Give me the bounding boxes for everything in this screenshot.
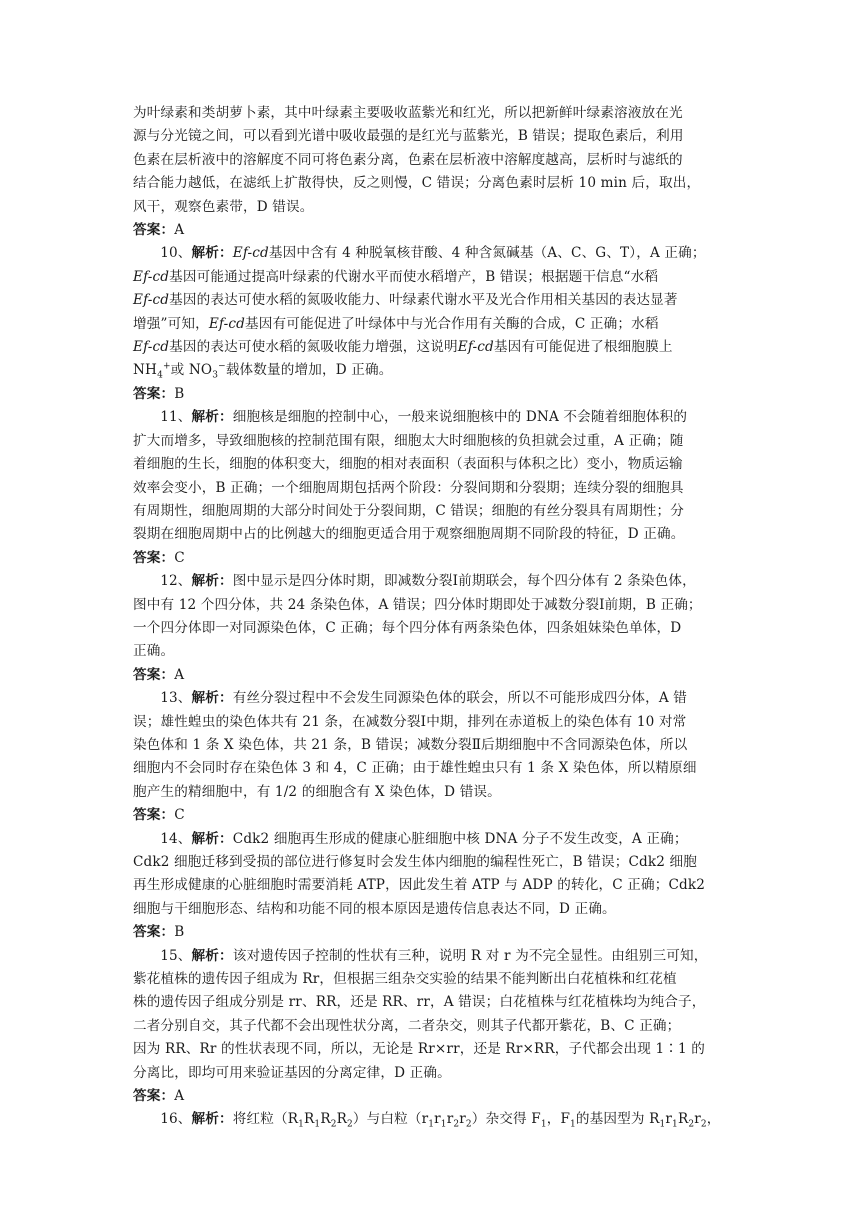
explanation-label: 解析： <box>191 573 233 590</box>
text-span: 基因有可能促进了叶绿体中与光合作用有关酶的合成，C 正确；水稻 <box>244 315 659 332</box>
text-line: 分离比，即均可用来验证基因的分离定律，D 正确。 <box>133 1064 451 1081</box>
text-span: 增强”可知， <box>133 315 209 332</box>
answer-label: 答案： <box>133 807 175 824</box>
answer-value: C <box>174 549 185 566</box>
text-line: 图中显示是四分体时期，即减数分裂Ⅰ前期联会，每个四分体有 2 条染色体， <box>232 573 696 590</box>
question-number: 14、 <box>160 830 192 847</box>
text-line: 胞产生的精细胞中，有 1/2 的细胞含有 X 染色体，D 错误。 <box>133 783 501 800</box>
text-line: 细胞内不会同时存在染色体 3 和 4，C 正确；由于雄性蝗虫只有 1 条 X 染色体，所以精原细 <box>133 760 697 777</box>
answer-q14 <box>133 921 738 944</box>
answer-label: 答案： <box>133 666 175 683</box>
text-line: 误；雄性蝗虫的染色体共有 21 条，在减数分裂Ⅰ中期，排列在赤道板上的染色体有 10 对常 <box>133 713 687 730</box>
answer-explanations <box>133 102 738 1132</box>
explanation-q14 <box>133 828 738 922</box>
text-line: 染色体和 1 条 X 染色体，共 21 条，B 错误；减数分裂Ⅱ后期细胞中不含同源染色体，所以 <box>133 736 688 753</box>
answer-q13 <box>133 804 738 827</box>
answer-q11 <box>133 547 738 570</box>
question-number: 11、 <box>160 409 192 426</box>
text-line: 有丝分裂过程中不会发生同源染色体的联会，所以不可能形成四分体，A 错 <box>232 690 688 707</box>
text-span: 基因有可能促进了根细胞膜上 <box>493 339 673 356</box>
gene-name: Ef-cd <box>457 339 494 356</box>
text-line: 细胞核是细胞的控制中心，一般来说细胞核中的 DNA 不会随着细胞体积的 <box>232 409 688 426</box>
gene-name: Ef-cd <box>133 339 170 356</box>
gene-name: Ef-cd <box>208 315 245 332</box>
question-number: 10、 <box>160 245 192 262</box>
text-span: 基因的表达可使水稻的氮吸收能力、叶绿素代谢水平及光合作用相关基因的表达显著 <box>169 292 678 309</box>
text-span: 基因可能通过提高叶绿素的代谢水平而使水稻增产，B 错误；根据题干信息“水稻 <box>169 268 659 285</box>
explanation-label: 解析： <box>191 830 233 847</box>
answer-q15 <box>133 1085 738 1108</box>
explanation-label: 解析： <box>191 245 233 262</box>
text-line: 因为 RR、Rr 的性状表现不同，所以，无论是 Rr×rr，还是 Rr×RR，子代都会出现 1∶1 的 <box>133 1041 706 1058</box>
explanation-q15 <box>133 945 738 1085</box>
answer-value: A <box>174 222 185 239</box>
answer-label: 答案： <box>133 924 175 941</box>
text-line: 紫花植株的遗传因子组成为 Rr，但根据三组杂交实验的结果不能判断出白花植株和红花植 <box>133 971 677 988</box>
text-span: 基因的表达可使水稻的氮吸收能力增强，这说明 <box>169 339 458 356</box>
answer-label: 答案： <box>133 385 175 402</box>
text-line: 再生形成健康的心脏细胞时需要消耗 ATP，因此发生着 ATP 与 ADP 的转化，C 正确；Cdk2 <box>133 877 706 894</box>
explanation-q13 <box>133 687 738 804</box>
explanation-label: 解析： <box>191 690 233 707</box>
text-line: 效率会变小，B 正确；一个细胞周期包括两个阶段：分裂间期和分裂期；连续分裂的细胞具 <box>133 479 684 496</box>
text-line: 有周期性，细胞周期的大部分时间处于分裂间期，C 错误；细胞的有丝分裂具有周期性；分 <box>133 502 685 519</box>
gene-name: Ef-cd <box>133 292 170 309</box>
gene-name: Ef-cd <box>133 268 170 285</box>
question-number: 16、 <box>160 1111 192 1128</box>
text-line: 为叶绿素和类胡萝卜素，其中叶绿素主要吸收蓝紫光和红光，所以把新鲜叶绿素溶液放在光 <box>133 105 683 121</box>
explanation-label: 解析： <box>191 947 233 964</box>
text-line: 株的遗传因子组成分别是 rr、RR，还是 RR、rr，A 错误；白花植株与红花植株均为纯合子， <box>133 994 706 1011</box>
text-line: Cdk2 细胞迁移到受损的部位进行修复时会发生体内细胞的编程性死亡，B 错误；Cdk2 细胞 <box>133 854 698 870</box>
answer-label: 答案： <box>133 1088 175 1105</box>
text-line: 色素在层析液中的溶解度不同可将色素分离，色素在层析液中溶解度越高，层析时与滤纸的 <box>133 151 683 168</box>
text-span: 基因中含有 4 种脱氧核苷酸、4 种含氮碱基（A、C、G、T），A 正确； <box>268 245 706 262</box>
gene-name: Ef-cd <box>232 245 269 262</box>
explanation-label: 解析： <box>191 1111 233 1128</box>
explanation-label: 解析： <box>191 409 233 426</box>
answer-value: A <box>174 666 185 683</box>
text-line: 裂期在细胞周期中占的比例越大的细胞更适合用于观察细胞周期不同阶段的特征，D 正确。 <box>133 526 685 543</box>
question-number: 12、 <box>160 573 192 590</box>
answer-value: B <box>174 385 185 402</box>
explanation-q16: 16、解析：将红粒$(R_1R_1R_2R_2)$与白粒$(r_1r_1r_2r_2)$杂交得 $F_1$，$F_1$的基因型为 $R_1r_1R_2r_2$， <box>160 1111 721 1131</box>
question-number: 15、 <box>160 947 192 964</box>
text-line: 着细胞的生长，细胞的体积变大，细胞的相对表面积（表面积与体积之比）变小，物质运输 <box>133 456 683 473</box>
text-span: 载体数量的增加，D 正确。 <box>225 362 393 379</box>
answer-value: C <box>174 807 185 824</box>
answer-value: B <box>174 924 185 941</box>
text-line: 风干，观察色素带，D 错误。 <box>133 198 314 215</box>
answer-value: A <box>174 1088 185 1105</box>
answer-label: 答案： <box>133 549 175 566</box>
answer-q9 <box>133 219 738 242</box>
text-line: 细胞与干细胞形态、结构和功能不同的根本原因是遗传信息表达不同，D 正确。 <box>133 900 616 917</box>
answer-q10 <box>133 383 738 406</box>
ammonium-ion: $NH_4^+$ <box>133 361 171 382</box>
text-line: 源与分光镜之间，可以看到光谱中吸收最强的是红光与蓝紫光，B 错误；提取色素后，利用 <box>133 128 684 145</box>
nitrate-ion: 或 $NO_3^-$ <box>170 361 226 382</box>
explanation-q9-continued <box>133 102 738 219</box>
text-line: Cdk2 细胞再生形成的健康心脏细胞中核 DNA 分子不发生改变，A 正确； <box>232 830 688 847</box>
explanation-q11 <box>133 406 738 546</box>
explanation-q12 <box>133 570 738 664</box>
text-line: 正确。 <box>133 643 175 660</box>
text-line: 扩大而增多，导致细胞核的控制范围有限，细胞太大时细胞核的负担就会过重，A 正确；随 <box>133 432 684 449</box>
question-number: 13、 <box>160 690 192 707</box>
text-line: 图中有 12 个四分体，共 24 条染色体，A 错误；四分体时期即处于减数分裂Ⅰ前期，B 正确； <box>133 596 702 613</box>
text-line: 该对遗传因子控制的性状有三种，说明 R 对 r 为不完全显性。由组别三可知， <box>232 947 708 964</box>
answer-q12 <box>133 664 738 687</box>
answer-label: 答案： <box>133 222 175 239</box>
text-line: 一个四分体即一对同源染色体，C 正确；每个四分体有两条染色体，四条姐妹染色单体，D <box>133 619 682 636</box>
explanation-q10 <box>133 242 738 382</box>
text-line: 结合能力越低，在滤纸上扩散得快，反之则慢，C 错误；分离色素时层析 10 min 后，取出， <box>133 175 701 192</box>
text-line: 二者分别自交，其子代都不会出现性状分离，二者杂交，则其子代都开紫花，B、C 正确； <box>133 1017 681 1034</box>
